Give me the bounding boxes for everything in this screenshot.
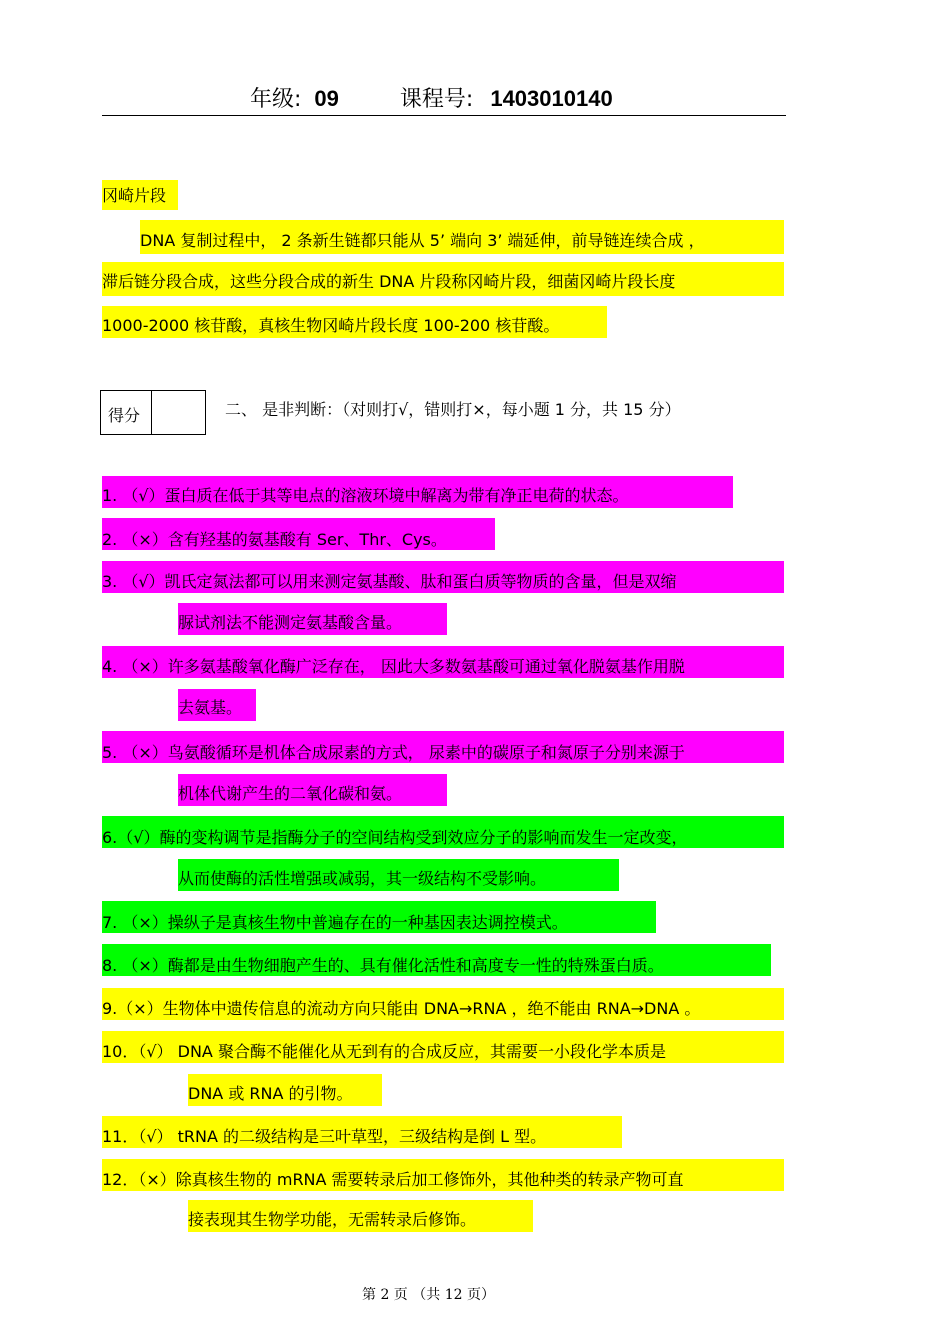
- item-5-line-2: 机体代谢产生的二氧化碳和氨。: [178, 784, 403, 803]
- grade-value: 09: [314, 86, 339, 111]
- score-box-divider: [151, 391, 152, 434]
- okazaki-line-3: 1000-2000 核苷酸，真核生物冈崎片段长度 100-200 核苷酸。: [102, 316, 560, 335]
- score-label: 得分: [108, 406, 141, 425]
- item-10-line-2: DNA 或 RNA 的引物。: [188, 1084, 353, 1103]
- item-7: 7. （×）操纵子是真核生物中普遍存在的一种基因表达调控模式。: [102, 913, 568, 932]
- item-1: 1. （√）蛋白质在低于其等电点的溶液环境中解离为带有净正电荷的状态。: [102, 486, 629, 505]
- item-5-line-1: 5. （×）鸟氨酸循环是机体合成尿素的方式， 尿素中的碳原子和氮原子分别来源于: [102, 743, 685, 762]
- item-4-line-2: 去氨基。: [178, 698, 243, 717]
- okazaki-line-2: 滞后链分段合成，这些分段合成的新生 DNA 片段称冈崎片段，细菌冈崎片段长度: [102, 272, 676, 291]
- item-6-line-2: 从而使酶的活性增强或减弱，其一级结构不受影响。: [178, 869, 547, 888]
- item-12-line-1: 12．（×）除真核生物的 mRNA 需要转录后加工修饰外，其他种类的转录产物可直: [102, 1170, 684, 1189]
- item-8: 8. （×）酶都是由生物细胞产生的、具有催化活性和高度专一性的特殊蛋白质。: [102, 956, 664, 975]
- item-11: 11．（√） tRNA 的二级结构是三叶草型，三级结构是倒 L 型。: [102, 1127, 547, 1146]
- item-2: 2. （×）含有羟基的氨基酸有 Ser、Thr、Cys。: [102, 530, 447, 549]
- item-4-line-1: 4. （×）许多氨基酸氧化酶广泛存在， 因此大多数氨基酸可通过氧化脱氨基作用脱: [102, 657, 685, 676]
- item-9: 9.（×）生物体中遗传信息的流动方向只能由 DNA→RNA ，绝不能由 RNA→DNA 。: [102, 999, 701, 1018]
- item-12-line-2: 接表现其生物学功能，无需转录后修饰。: [188, 1210, 477, 1229]
- section-2-heading: 二、 是非判断：（对则打√，错则打×，每小题 1 分，共 15 分）: [225, 400, 681, 419]
- header-rule: [102, 115, 786, 116]
- grade-label: 年级:: [250, 87, 302, 112]
- okazaki-line-1: DNA 复制过程中， 2 条新生链都只能从 5’ 端向 3’ 端延伸，前导链连续合成 ，: [140, 231, 705, 250]
- course-number: 1403010140: [490, 86, 613, 111]
- course-label: 课程号:: [399, 87, 474, 112]
- item-3-line-2: 脲试剂法不能测定氨基酸含量。: [178, 613, 403, 632]
- okazaki-title: 冈崎片段: [102, 186, 167, 205]
- page-header: [250, 82, 613, 113]
- score-box: [100, 390, 206, 435]
- item-6-line-1: 6.（√）酶的变构调节是指酶分子的空间结构受到效应分子的影响而发生一定改变，: [102, 828, 688, 847]
- page-footer: 第 2 页 （共 12 页）: [362, 1287, 495, 1303]
- item-3-line-1: 3. （√）凯氏定氮法都可以用来测定氨基酸、肽和蛋白质等物质的含量，但是双缩: [102, 572, 677, 591]
- item-10-line-1: 10．（√） DNA 聚合酶不能催化从无到有的合成反应，其需要一小段化学本质是: [102, 1042, 666, 1061]
